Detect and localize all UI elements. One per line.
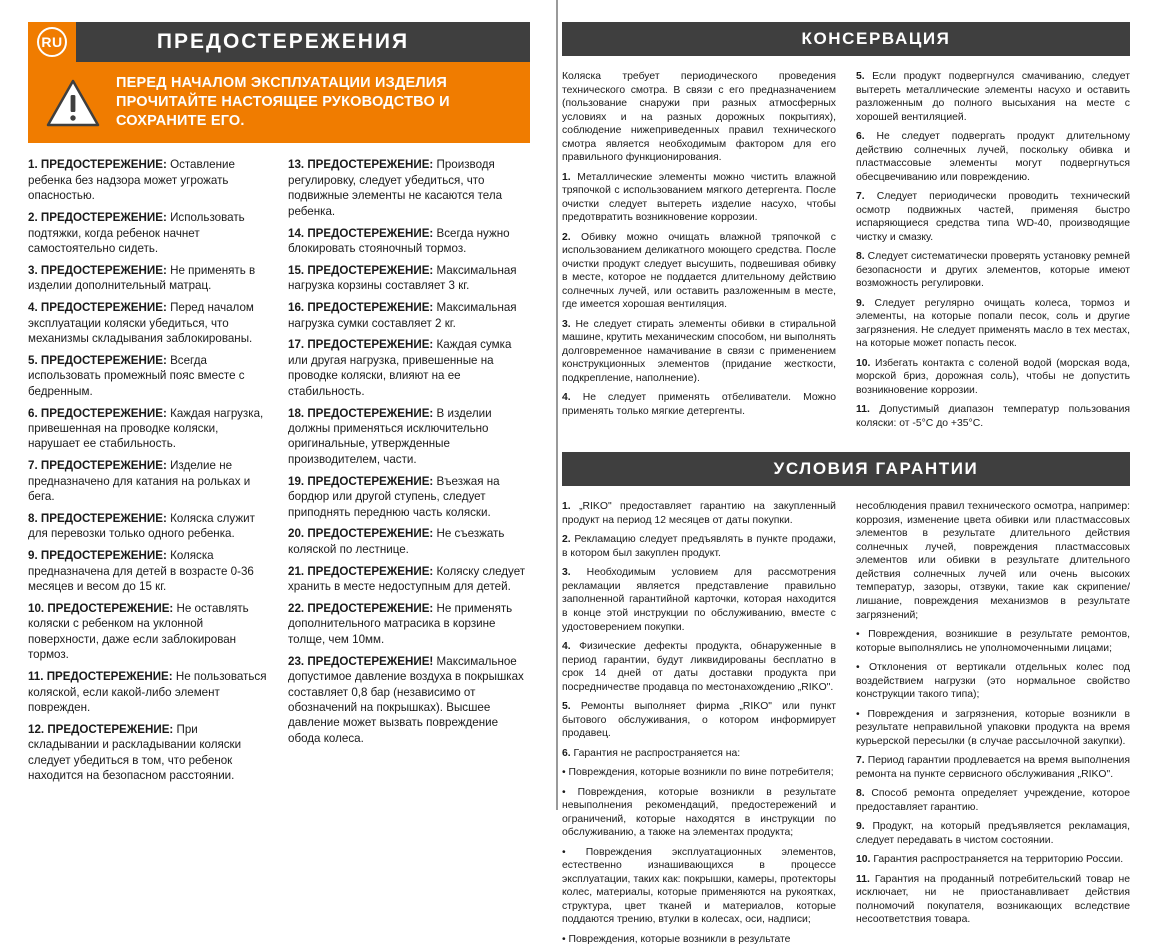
conservation-body bbox=[562, 70, 1130, 436]
paragraph: 3. Необходимым условием для рассмотрения рекламации является представление правильно заполненной гарантийной карточки, которая находится в конце этой инструкции по обслуживанию, вместе с удостоверением покупки. bbox=[562, 567, 836, 633]
paragraph: • Повреждения, возникшие в результате ремонтов, которые выполнялись не уполномоченными лицами; bbox=[856, 629, 1130, 654]
conservation-column-2 bbox=[856, 70, 1130, 436]
paragraph: 1. Металлические элементы можно чистить влажной тряпочкой с использованием мягкого детергента. После очистки следует вытереть изделие насухо, чтобы предотвратить возникновение коррозии. bbox=[562, 171, 836, 224]
paragraph: 9. Следует регулярно очищать колеса, тормоз и элементы, на которые попали песок, соль и другие загрязнения. Не следует применять масло в тех местах, на которые может попасть песок. bbox=[856, 297, 1130, 350]
warning-item: 22. ПРЕДОСТЕРЕЖЕНИЕ: Не применять дополнительного матрасика в корзине толще, чем 10мм. bbox=[288, 602, 513, 646]
warning-item: 3. ПРЕДОСТЕРЕЖЕНИЕ: Не применять в изделии дополнительный матрац. bbox=[28, 263, 256, 293]
warning-item: 13. ПРЕДОСТЕРЕЖЕНИЕ: Производя регулировку, следует убедиться, что подвижные элементы не касаются тела ребенка. bbox=[288, 158, 503, 218]
warning-item: 6. ПРЕДОСТЕРЕЖЕНИЕ: Каждая нагрузка, привешенная на проводке коляски, нарушает ее стабильность. bbox=[28, 406, 264, 451]
warning-item: 12. ПРЕДОСТЕРЕЖЕНИЕ: При складывании и раскладывании коляски следует убедиться в том, что ребенок находится на безопасном расстоянии. bbox=[28, 722, 242, 783]
paragraph: 4. Не следует применять отбеливатели. Можно применять только мягкие детергенты. bbox=[562, 392, 836, 417]
paragraph: • Повреждения, которые возникли в результате bbox=[562, 933, 791, 945]
warning-item: 11. ПРЕДОСТЕРЕЖЕНИЕ: Не пользоваться коляской, если какой-либо элемент поврежден. bbox=[28, 670, 267, 714]
paragraph: 8. Следует систематически проверять установку ремней безопасности и других элементов, которые имеют возможность регулировки. bbox=[856, 251, 1130, 290]
warranty-header bbox=[562, 452, 1130, 486]
warning-item: 18. ПРЕДОСТЕРЕЖЕНИЕ: В изделии должны применяться исключительно оригинальные, утвержденные производителем, части. bbox=[288, 406, 492, 466]
paragraph: • Повреждения, которые возникли в результате невыполнения рекомендаций, предостережений и ограничений, которые находятся в инструкции по обслуживанию, а также на элементах продукта; bbox=[562, 786, 836, 839]
warning-item: 5. ПРЕДОСТЕРЕЖЕНИЕ: Всегда использовать промежный пояс вместе с бедренным. bbox=[28, 353, 245, 398]
conservation-column-1 bbox=[562, 70, 836, 436]
paragraph: 9. Продукт, на который предъявляется рекламация, следует передавать в чистом состоянии. bbox=[856, 821, 1130, 846]
warranty-body bbox=[562, 500, 1130, 952]
paragraph: 8. Способ ремонта определяет учреждение, которое предоставляет гарантию. bbox=[856, 788, 1130, 813]
warnings-column-2 bbox=[288, 157, 530, 790]
warning-item: 2. ПРЕДОСТЕРЕЖЕНИЕ: Использовать подтяжки, когда ребенок начнет самостоятельно сидеть. bbox=[28, 211, 245, 255]
warning-item: 16. ПРЕДОСТЕРЕЖЕНИЕ: Максимальная нагрузка сумки составляет 2 кг. bbox=[288, 301, 517, 330]
paragraph: 11. Гарантия на проданный потребительский товар не исключает, ни не приостанавливает действия полномочий покупателя, возникающих вследствие несоответствия товара. bbox=[856, 873, 1130, 926]
paragraph: 5. Ремонты выполняет фирма „RIKO" или пункт бытового обслуживания, о котором информирует продавец. bbox=[562, 701, 836, 740]
paragraph: 7. Следует периодически проводить технический осмотр подвижных частей, применяя быстро испаряющиеся средства типа WD-40, производящие чистку и смазку. bbox=[856, 191, 1130, 243]
warning-item: 21. ПРЕДОСТЕРЕЖЕНИЕ: Коляску следует хранить в месте недоступным для детей. bbox=[288, 564, 526, 594]
warnings-section bbox=[0, 0, 548, 810]
paragraph: 5. Если продукт подвергнулся смачиванию, следует вытереть металлические элементы насухо и оставить разложенным до полного высыхания на месте с хорошей вентиляцией. bbox=[856, 71, 1130, 123]
warning-item: 10. ПРЕДОСТЕРЕЖЕНИЕ: Не оставлять коляски с ребенком на уклонной поверхности, даже если заблокирован тормоз. bbox=[28, 602, 249, 662]
warnings-header bbox=[28, 22, 530, 62]
paragraph: 10. Гарантия распространяется на территорию России. bbox=[856, 854, 1124, 866]
conservation-header bbox=[562, 22, 1130, 56]
warning-item: 19. ПРЕДОСТЕРЕЖЕНИЕ: Въезжая на бордюр или другой ступень, следует приподнять переднюю часть коляски. bbox=[288, 474, 500, 519]
warranty-column-1 bbox=[562, 500, 836, 952]
warning-item: 1. ПРЕДОСТЕРЕЖЕНИЕ: Оставление ребенка без надзора может угрожать опасностью. bbox=[28, 158, 235, 203]
warning-item: 15. ПРЕДОСТЕРЕЖЕНИЕ: Максимальная нагрузка корзины составляет 3 кг. bbox=[288, 263, 517, 293]
warning-item: 14. ПРЕДОСТЕРЕЖЕНИЕ: Всегда нужно блокировать стояночный тормоз. bbox=[288, 226, 510, 255]
language-badge bbox=[28, 22, 76, 62]
paragraph: • Повреждения эксплуатационных элементов, естественно изнашивающихся в процессе эксплуатации, таких как: покрышки, камеры, протекторы колес, материалы, которые применяются на рукоятках, структура, цвет тканей и материалов, которые поддаются трению, втулки в колесах, оси, надписи; bbox=[562, 846, 836, 926]
vertical-divider bbox=[556, 0, 558, 810]
warning-banner-text: ПЕРЕД НАЧАЛОМ ЭКСПЛУАТАЦИИ ИЗДЕЛИЯ ПРОЧИТАЙТЕ НАСТОЯЩЕЕ РУКОВОДСТВО И СОХРАНИТЕ ЕГО. bbox=[116, 75, 450, 130]
warning-item: 17. ПРЕДОСТЕРЕЖЕНИЕ: Каждая сумка или другая нагрузка, привешенные на проводке коляски, влияют на ее стабильность. bbox=[288, 338, 512, 398]
paragraph: 3. Не следует стирать элементы обивки в стиральной машине, крутить механическим способом, ни выполнять долговременное намачивание в связи с применением конструкционных элементов (придание жесткости, подкрепление, наполнение). bbox=[562, 318, 836, 384]
warranty-section bbox=[562, 452, 1130, 952]
paragraph: 11. Допустимый диапазон температур пользования коляски: от -5°C до +35°C. bbox=[856, 404, 1130, 429]
paragraph: • Отклонения от вертикали отдельных колес под воздействием нагрузки (это нормальное свойство конструкции такого типа); bbox=[856, 662, 1130, 701]
paragraph: 7. Период гарантии продлевается на время выполнения ремонта на пункте сервисного обслуживания „RIKO". bbox=[856, 755, 1130, 780]
warning-item: 7. ПРЕДОСТЕРЕЖЕНИЕ: Изделие не предназначено для катания на рольках и бега. bbox=[28, 459, 251, 504]
warnings-header-title: ПРЕДОСТЕРЕЖЕНИЯ bbox=[156, 30, 410, 53]
warning-item: 20. ПРЕДОСТЕРЕЖЕНИЕ: Не съезжать коляской по лестнице. bbox=[288, 527, 505, 556]
paragraph: 1. „RIKO" предоставляет гарантию на закупленный продукт на период 12 месяцев от даты покупки. bbox=[562, 501, 836, 526]
paragraph: 2. Рекламацию следует предъявлять в пункте продажи, в котором был закуплен продукт. bbox=[562, 534, 836, 559]
warranty-header-title: УСЛОВИЯ ГАРАНТИИ bbox=[773, 459, 979, 479]
warning-banner bbox=[28, 62, 530, 143]
paragraph: • Повреждения, которые возникли по вине потребителя; bbox=[562, 767, 834, 779]
conservation-header-title: КОНСЕРВАЦИЯ bbox=[801, 29, 951, 48]
warnings-columns bbox=[28, 157, 530, 790]
warranty-column-2 bbox=[856, 500, 1130, 952]
paragraph: 6. Не следует подвергать продукт длительному действию солнечных лучей, поскольку обивка и пластмассовые элементы могут подвергнуться обесцвечиванию или повреждению. bbox=[856, 131, 1130, 183]
paragraph: 2. Обивку можно очищать влажной тряпочкой с использованием деликатного моющего средства. После очистки продукт следует высушить, подвешивая обивку в месте, которое не поддается длительному действию солнечных лучей, или оставить разложенным в месте, где имеется хорошая вентиляция. bbox=[562, 231, 836, 311]
warning-item: 9. ПРЕДОСТЕРЕЖЕНИЕ: Коляска предназначена для детей в возрасте 0-36 месяцев и весом до 15 кг. bbox=[28, 549, 254, 594]
warnings-column-1 bbox=[28, 157, 270, 790]
paragraph: • Повреждения и загрязнения, которые возникли в результате неправильной упаковки продукта на время курьерской пересылки (в случае рассылочной закупки). bbox=[856, 708, 1130, 747]
paragraph: 10. Избегать контакта с соленой водой (морская вода, морской бриз, дорожная соль), чтобы не допустить возникновение коррозии. bbox=[856, 357, 1130, 396]
paragraph: 6. Гарантия не распространяется на: bbox=[562, 747, 741, 759]
warning-triangle-icon bbox=[46, 79, 100, 127]
paragraph: несоблюдения правил технического осмотра, например: коррозия, изменение цвета обивки или пластмассовых элементов в результате длительного действия солнечных лучей, повреждения пластмассовых элементов или обивки в результате длительного действия солнечных лучей или очень высоких температур, зазоры, отзвуки, такие как скрипение/ лишание, повреждения механизмов в результате загрязнений; bbox=[856, 501, 1130, 621]
language-badge-label: RU bbox=[37, 27, 67, 57]
warning-item: 8. ПРЕДОСТЕРЕЖЕНИЕ: Коляска служит для перевозки только одного ребенка. bbox=[28, 512, 255, 541]
warning-item: 4. ПРЕДОСТЕРЕЖЕНИЕ: Перед началом эксплуатации коляски убедиться, что механизмы складывания заблокированы. bbox=[28, 301, 254, 345]
paragraph: 4. Физические дефекты продукта, обнаруженные в период гарантии, будут ликвидированы бесплатно в срок 14 дней от даты доставки продукта при посредничестве продавца по местонахождению „RIKO". bbox=[562, 641, 836, 693]
warning-item: 23. ПРЕДОСТЕРЕЖЕНИЕ! Максимальное допустимое давление воздуха в покрышках составляет 0,8 бар (независимо от обозначений на покрышках). Высшее давление может вызвать повреждение обода колеса. bbox=[288, 654, 524, 745]
right-column bbox=[548, 0, 1152, 945]
paragraph: Коляска требует периодического проведения технического смотра. В связи с его предназначением (пользование снаружи при разных атмосферных условиях и на разных дорожных покрытиях), соблюдение нижеприведенных правил технического смотра является необходимым фактором для его правильного функционирования. bbox=[562, 71, 836, 164]
